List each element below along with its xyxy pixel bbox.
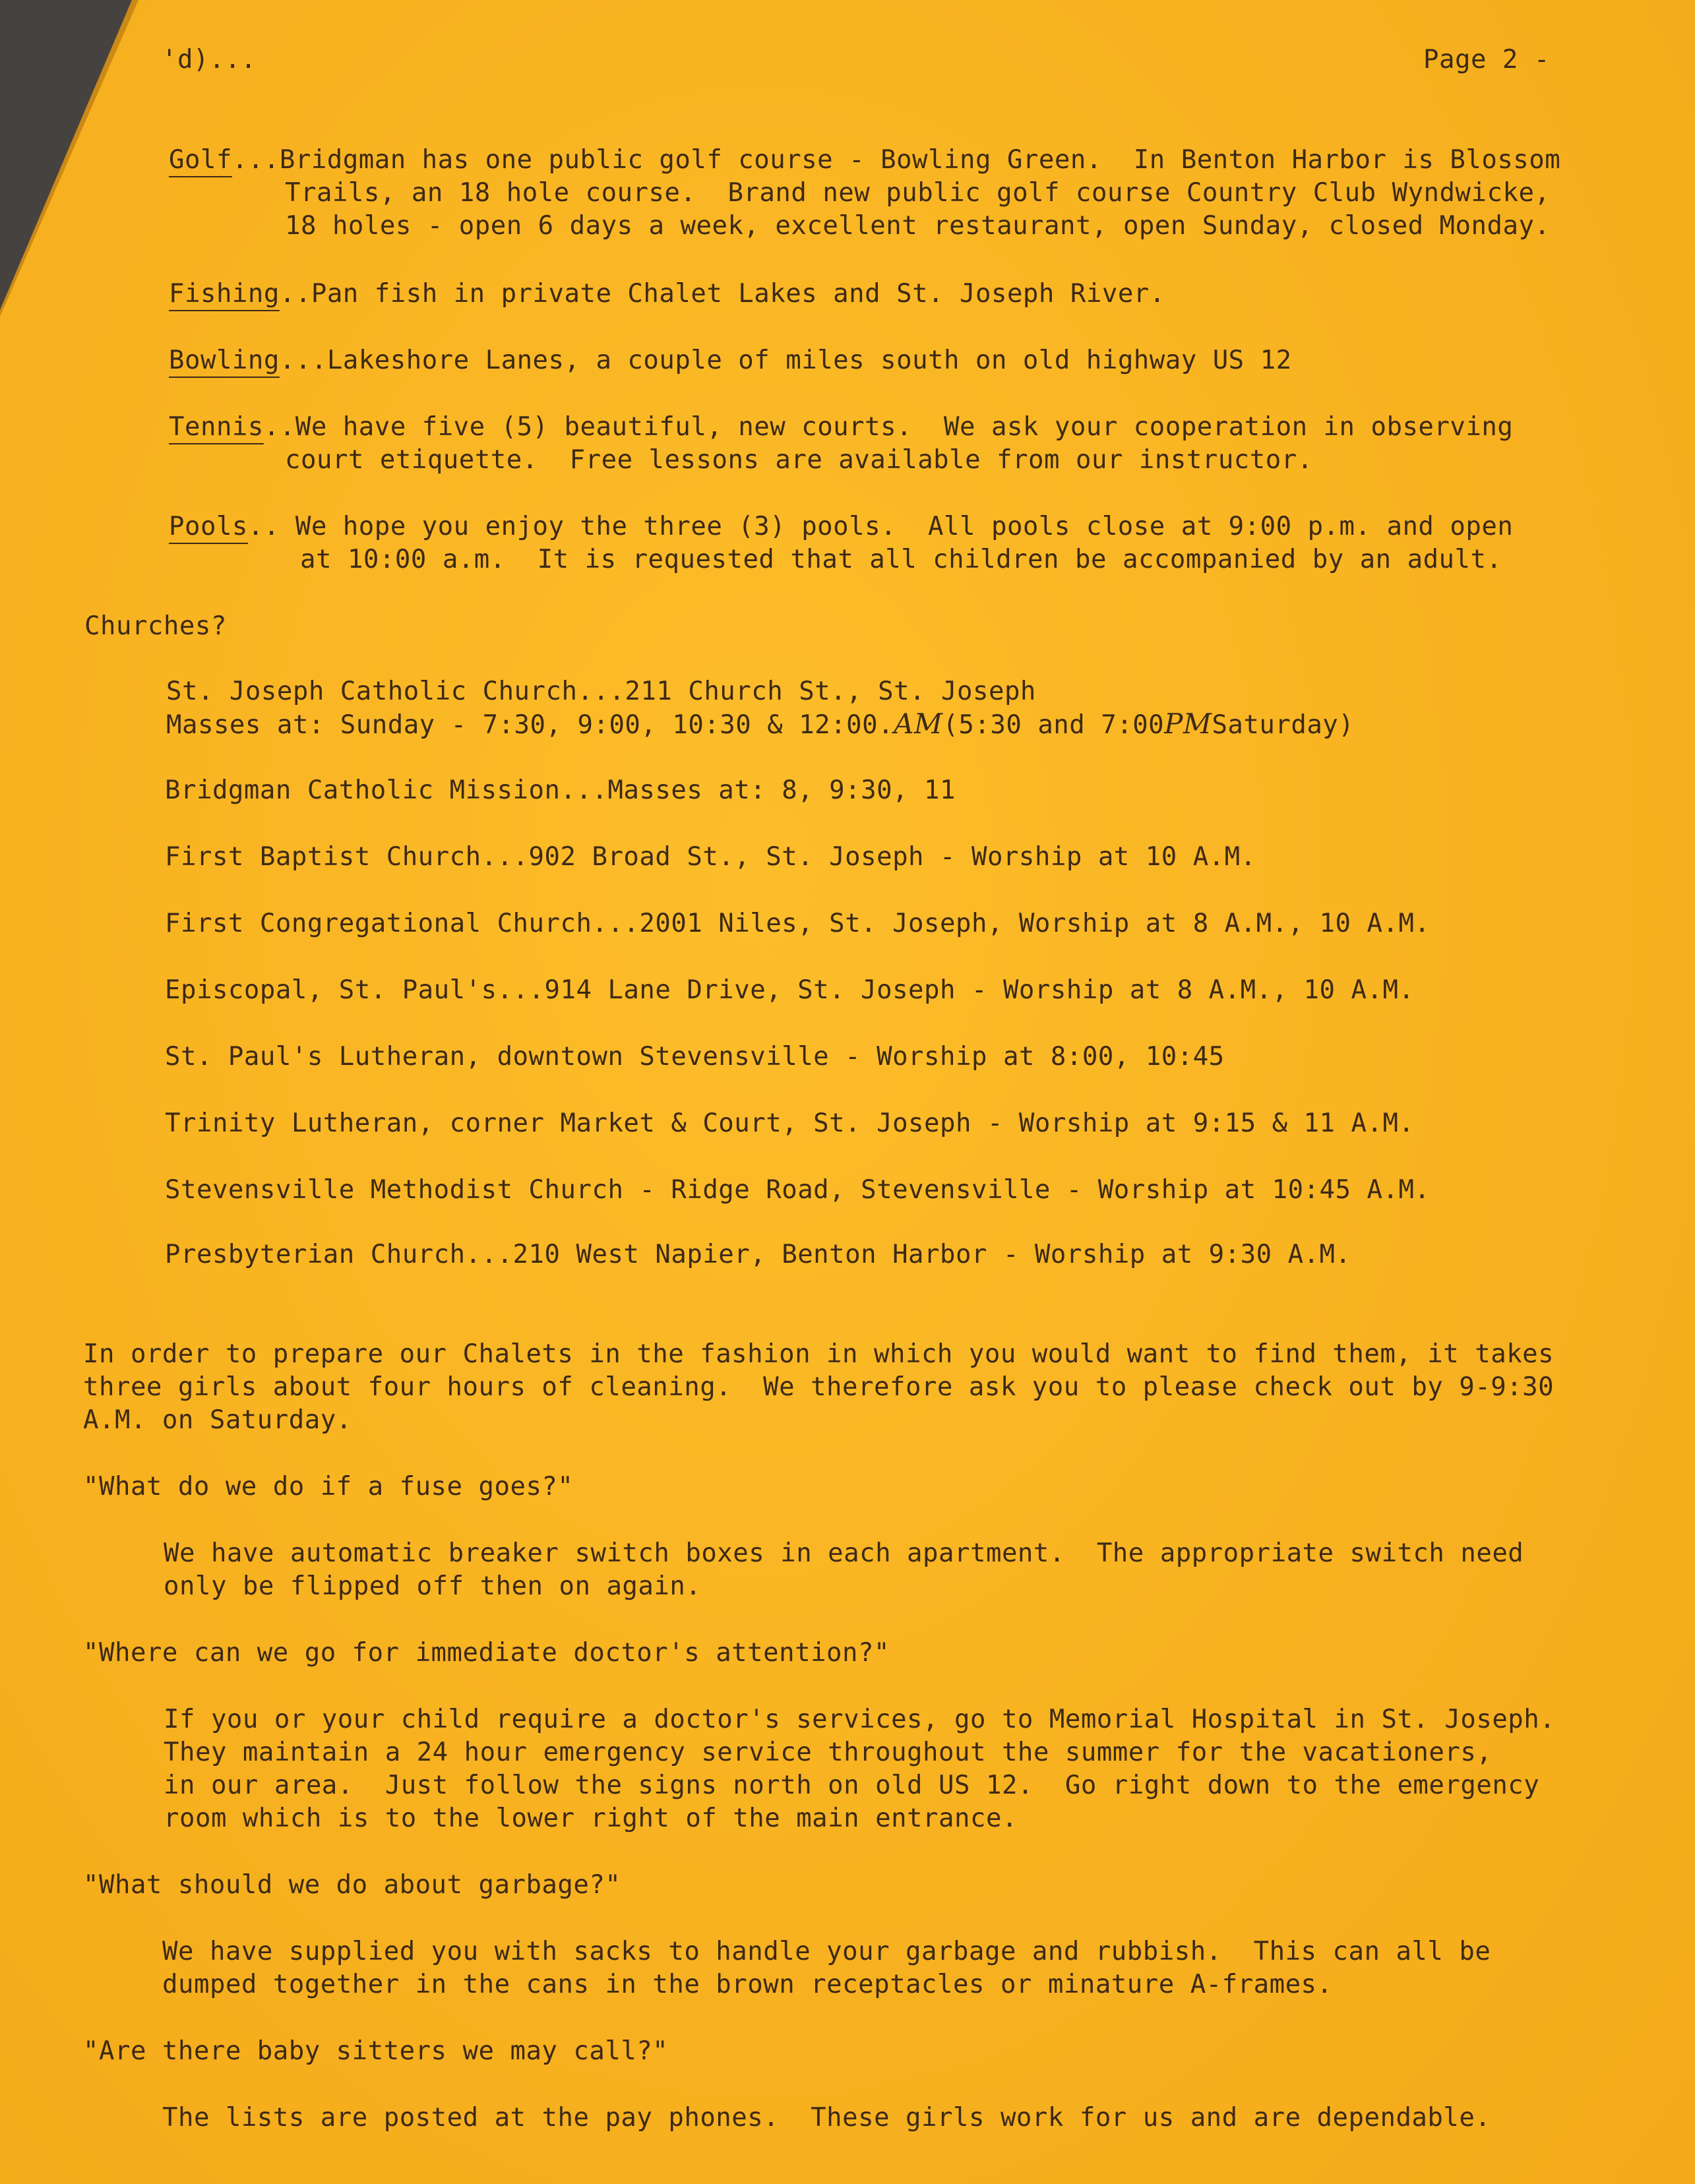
- folded-corner: [0, 0, 132, 310]
- mass-times-saturday: (5:30 and 7:00: [942, 710, 1165, 740]
- activity-term: Bowling: [169, 346, 280, 375]
- activity-line: Trails, an 18 hole course. Brand new public golf course Country Club Wyndwicke,: [285, 178, 1551, 208]
- faq-answer-line: The lists are posted at the pay phones. These girls work for us and are dependable.: [162, 2103, 1491, 2133]
- paragraph-line: three girls about four hours of cleaning. We therefore ask you to please check out by 9-9:30: [83, 1372, 1555, 1402]
- faq-answer-line: dumped together in the cans in the brown receptacles or minature A-frames.: [162, 1970, 1333, 1999]
- activity-pools: [169, 510, 1513, 543]
- faq-question: "What should we do about garbage?": [83, 1870, 621, 1900]
- faq-answer-line: They maintain a 24 hour emergency service throughout the summer for the vacationers,: [164, 1738, 1493, 1767]
- activity-tennis: [169, 411, 1513, 444]
- faq-answer-line: We have automatic breaker switch boxes in each apartment. The appropriate switch need: [164, 1538, 1524, 1568]
- church-entry: St. Paul's Lutheran, downtown Stevensville - Worship at 8:00, 10:45: [165, 1042, 1225, 1072]
- church-entry: Bridgman Catholic Mission...Masses at: 8, 9:30, 11: [165, 775, 956, 805]
- church-entry: First Congregational Church...2001 Niles, St. Joseph, Worship at 8 A.M., 10 A.M.: [165, 909, 1431, 938]
- faq-answer-line: room which is to the lower right of the main entrance.: [164, 1804, 1018, 1833]
- activity-line: court etiquette. Free lessons are available from our instructor.: [285, 445, 1313, 475]
- activity-line: at 10:00 a.m. It is requested that all children be accompanied by an adult.: [300, 545, 1502, 574]
- activity-line: ...Lakeshore Lanes, a couple of miles south on old highway US 12: [279, 346, 1292, 375]
- paragraph-line: A.M. on Saturday.: [83, 1405, 352, 1435]
- faq-question: "What do we do if a fuse goes?": [83, 1472, 574, 1502]
- church-entry: First Baptist Church...902 Broad St., St. Joseph - Worship at 10 A.M.: [165, 842, 1256, 872]
- church-mass-times: [166, 708, 1354, 742]
- church-entry: St. Joseph Catholic Church...211 Church St., St. Joseph: [166, 677, 1036, 706]
- activity-term: Pools: [169, 512, 248, 541]
- paragraph-line: In order to prepare our Chalets in the fashion in which you would want to find them, it takes: [83, 1339, 1555, 1369]
- activity-term: Fishing: [169, 279, 280, 309]
- handwritten-am: AM: [894, 708, 943, 740]
- church-entry: Stevensville Methodist Church - Ridge Road, Stevensville - Worship at 10:45 A.M.: [165, 1175, 1431, 1205]
- faq-answer-line: If you or your child require a doctor's services, go to Memorial Hospital in St. Joseph.: [164, 1705, 1556, 1734]
- page-number: Page 2 -: [1423, 45, 1550, 75]
- faq-answer-line: in our area. Just follow the signs north on old US 12. Go right down to the emergency: [164, 1771, 1540, 1800]
- continued-marker: 'd)...: [162, 45, 257, 75]
- activity-line: ...Bridgman has one public golf course - Bowling Green. In Benton Harbor is Blossom: [231, 145, 1561, 175]
- activity-term: Golf: [169, 145, 232, 175]
- activity-fishing: [169, 278, 1165, 311]
- faq-answer-line: only be flipped off then on again.: [164, 1571, 702, 1601]
- mass-times-sunday: Masses at: Sunday - 7:30, 9:00, 10:30 & 12:00.: [166, 710, 894, 740]
- mass-times-saturday-label: Saturday): [1212, 710, 1355, 740]
- church-entry: Episcopal, St. Paul's...914 Lane Drive, St. Joseph - Worship at 8 A.M., 10 A.M.: [165, 975, 1415, 1005]
- church-entry: Trinity Lutheran, corner Market & Court, St. Joseph - Worship at 9:15 & 11 A.M.: [165, 1108, 1415, 1138]
- faq-answer-line: We have supplied you with sacks to handle your garbage and rubbish. This can all be: [162, 1937, 1491, 1966]
- faq-question: "Where can we go for immediate doctor's attention?": [83, 1638, 890, 1668]
- faq-question: "Are there baby sitters we may call?": [83, 2036, 669, 2066]
- church-entry: Presbyterian Church...210 West Napier, Benton Harbor - Worship at 9:30 A.M.: [165, 1240, 1351, 1269]
- churches-heading: Churches?: [84, 611, 227, 641]
- activity-line: 18 holes - open 6 days a week, excellent restaurant, open Sunday, closed Monday.: [285, 211, 1551, 241]
- activity-line: ..Pan fish in private Chalet Lakes and St. Joseph River.: [279, 279, 1165, 309]
- handwritten-pm: PM: [1164, 708, 1212, 740]
- activity-golf: [169, 144, 1560, 177]
- activity-line: .. We hope you enjoy the three (3) pools. All pools close at 9:00 p.m. and open: [247, 512, 1514, 541]
- activity-line: ..We have five (5) beautiful, new courts. We ask your cooperation in observing: [263, 412, 1514, 442]
- activity-bowling: [169, 344, 1292, 377]
- activity-term: Tennis: [169, 412, 264, 442]
